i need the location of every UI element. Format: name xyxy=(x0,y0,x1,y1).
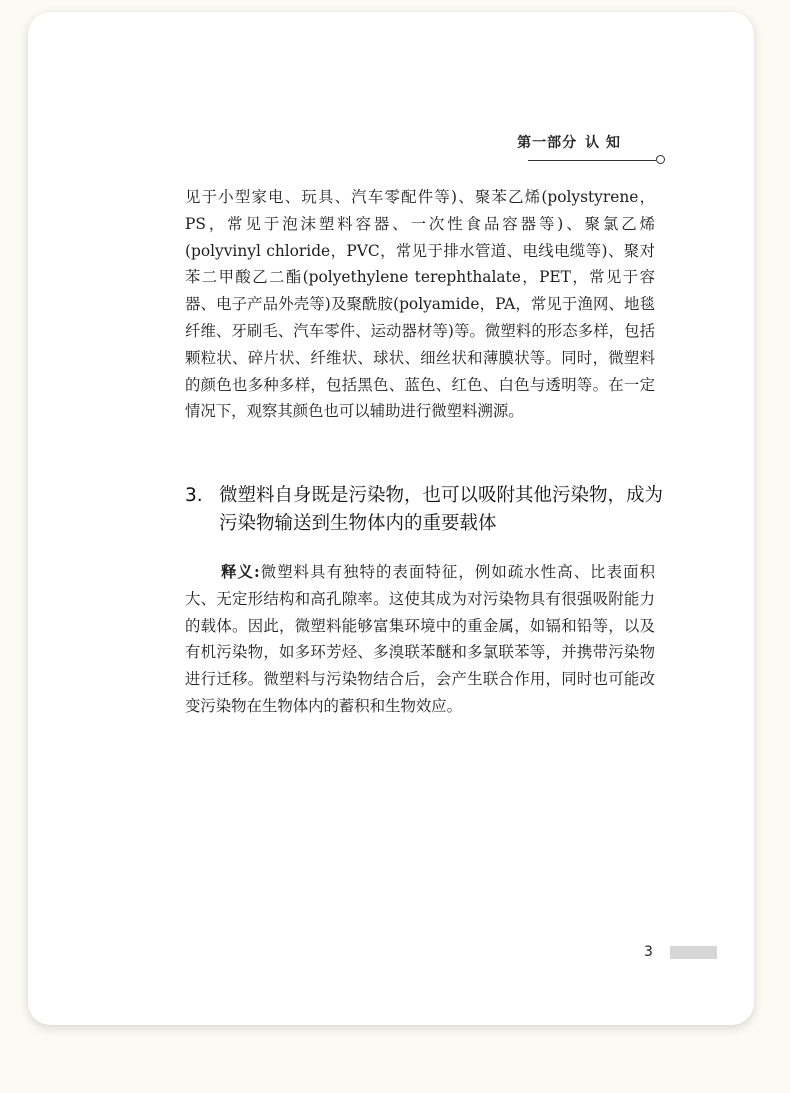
running-head-chapter: 认 知 xyxy=(585,135,621,151)
definition-text: 微塑料具有独特的表面特征，例如疏水性高、比表面积大、无定形结构和高孔隙率。这使其成为对污染物具有很强吸附能力的载体。因此，微塑料能够富集环境中的重金属，如镉和铅等，以及有机污染物，如多环芳烃、多溴联苯醚和多氯联苯等，并携带污染物进行迁移。微塑料与污染物结合后，会产生联合作用，同时也可能改变污染物在生物体内的蓄积和生物效应。 xyxy=(185,563,655,715)
running-head xyxy=(517,132,621,152)
section-heading xyxy=(185,482,665,538)
header-rule-end-dot xyxy=(656,155,665,164)
header-rule xyxy=(528,160,656,161)
body-paragraph-1: 见于小型家电、玩具、汽车零配件等)、聚苯乙烯(polystyrene，PS，常见于泡沫塑料容器、一次性食品容器等)、聚氯乙烯(polyvinyl chloride，PVC，常见于排水管道、电线电缆等)、聚对苯二甲酸乙二酯(polyethylene terephthalate，PET，常见于容器、电子产品外壳等)及聚酰胺(polyamide，PA，常见于渔网、地毯纤维、牙刷毛、汽车零件、运动器材等)等。微塑料的形态多样，包括颗粒状、碎片状、纤维状、球状、细丝状和薄膜状等。同时，微塑料的颜色也多种多样，包括黑色、蓝色、红色、白色与透明等。在一定情况下，观察其颜色也可以辅助进行微塑料溯源。 xyxy=(185,188,655,421)
running-head-part: 第一部分 xyxy=(517,135,578,151)
book-page xyxy=(28,12,754,1025)
page-edge-tab xyxy=(670,946,717,959)
body-paragraph-2 xyxy=(185,559,655,720)
definition-label: 释义: xyxy=(221,563,260,581)
section-title: 微塑料自身既是污染物，也可以吸附其他污染物，成为污染物输送到生物体内的重要载体 xyxy=(219,485,664,534)
section-number: 3. xyxy=(185,485,203,506)
page-number: 3 xyxy=(644,944,653,960)
